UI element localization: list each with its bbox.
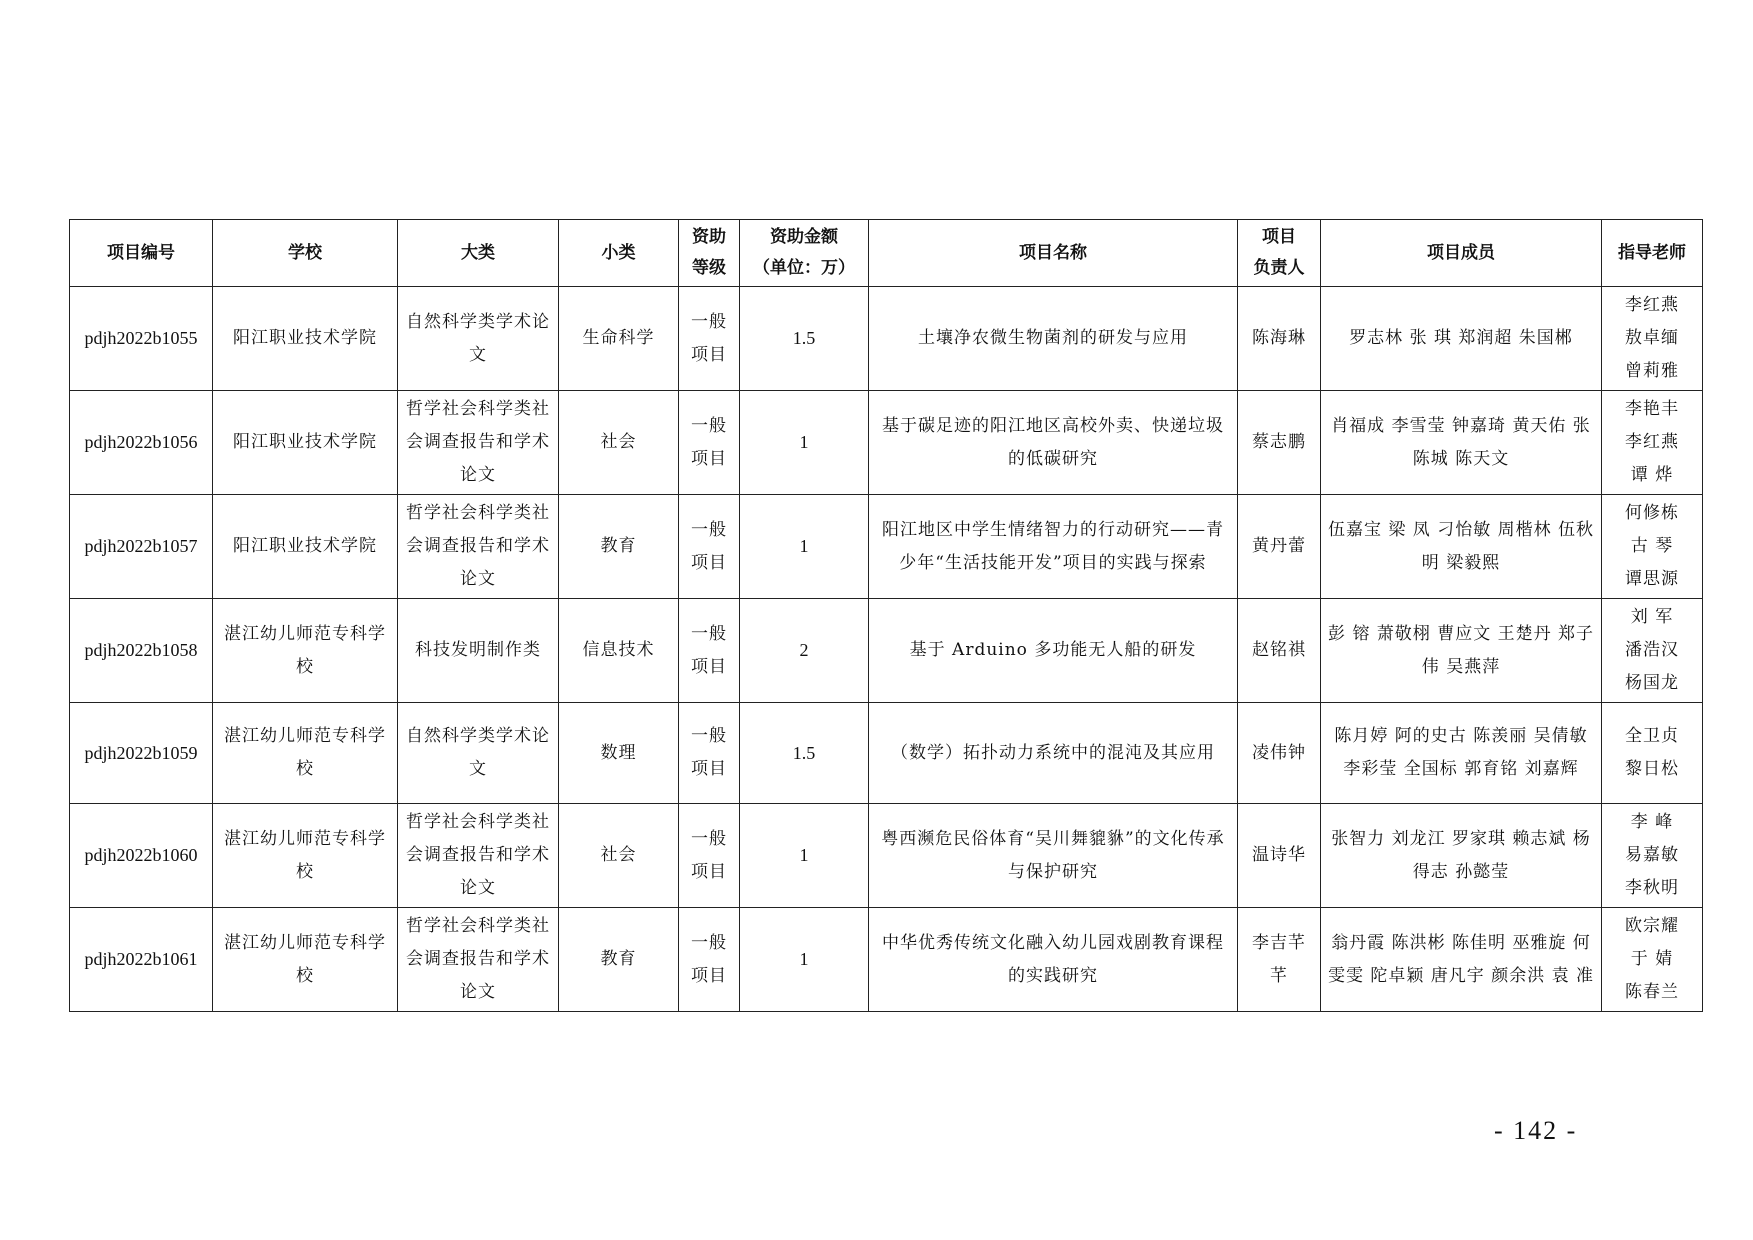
project-table-container	[69, 219, 1702, 1012]
cell-advisors	[1602, 495, 1703, 599]
cell-funding-amount: 2	[740, 599, 869, 703]
header-advisors: 指导老师	[1602, 220, 1703, 287]
advisor-name: 何修栋	[1625, 503, 1679, 523]
cell-funding-level: 一般项目	[679, 287, 740, 391]
cell-project-members: 彭 镕 萧敬栩 曹应文 王楚丹 郑子伟 吴燕萍	[1321, 599, 1602, 703]
cell-project-members: 张智力 刘龙江 罗家琪 赖志斌 杨得志 孙懿莹	[1321, 804, 1602, 908]
cell-major-category: 哲学社会科学类社会调查报告和学术论文	[398, 908, 559, 1012]
cell-project-leader: 凌伟钟	[1238, 703, 1321, 804]
table-row	[70, 495, 1703, 599]
cell-project-id: pdjh2022b1057	[70, 495, 213, 599]
cell-project-members: 伍嘉宝 梁 凤 刁怡敏 周楷林 伍秋明 梁毅熙	[1321, 495, 1602, 599]
cell-funding-level: 一般项目	[679, 599, 740, 703]
cell-project-members: 陈月婷 阿的史古 陈羡丽 吴倩敏 李彩莹 全国标 郭育铭 刘嘉辉	[1321, 703, 1602, 804]
advisor-name: 李 峰	[1630, 812, 1674, 832]
cell-funding-level: 一般项目	[679, 495, 740, 599]
table-row	[70, 703, 1703, 804]
cell-advisors	[1602, 908, 1703, 1012]
header-project-id: 项目编号	[70, 220, 213, 287]
cell-minor-category: 社会	[559, 391, 679, 495]
header-funding-level-line1: 资助	[692, 227, 726, 247]
advisor-name: 全卫贞	[1625, 726, 1679, 746]
cell-school: 阳江职业技术学院	[213, 495, 398, 599]
header-funding-level	[679, 220, 740, 287]
cell-advisors	[1602, 287, 1703, 391]
cell-project-id: pdjh2022b1055	[70, 287, 213, 391]
cell-major-category: 自然科学类学术论文	[398, 287, 559, 391]
cell-school: 湛江幼儿师范专科学校	[213, 804, 398, 908]
header-funding-level-line2: 等级	[692, 258, 726, 278]
cell-project-members: 罗志林 张 琪 郑润超 朱国郴	[1321, 287, 1602, 391]
table-row	[70, 908, 1703, 1012]
cell-project-name: 中华优秀传统文化融入幼儿园戏剧教育课程的实践研究	[869, 908, 1238, 1012]
cell-project-leader: 黄丹蕾	[1238, 495, 1321, 599]
advisor-name: 陈春兰	[1625, 982, 1679, 1002]
cell-minor-category: 数理	[559, 703, 679, 804]
header-minor-category: 小类	[559, 220, 679, 287]
header-project-name: 项目名称	[869, 220, 1238, 287]
advisor-name: 杨国龙	[1625, 673, 1679, 693]
cell-major-category: 哲学社会科学类社会调查报告和学术论文	[398, 495, 559, 599]
header-school: 学校	[213, 220, 398, 287]
cell-funding-level: 一般项目	[679, 703, 740, 804]
cell-project-members: 肖福成 李雪莹 钟嘉琦 黄天佑 张陈城 陈天文	[1321, 391, 1602, 495]
advisor-name: 易嘉敏	[1625, 845, 1679, 865]
cell-advisors	[1602, 804, 1703, 908]
cell-minor-category: 教育	[559, 495, 679, 599]
cell-advisors	[1602, 703, 1703, 804]
cell-advisors	[1602, 391, 1703, 495]
cell-major-category: 哲学社会科学类社会调查报告和学术论文	[398, 391, 559, 495]
cell-project-name: 阳江地区中学生情绪智力的行动研究——青少年“生活技能开发”项目的实践与探索	[869, 495, 1238, 599]
advisor-name: 黎日松	[1625, 759, 1679, 779]
header-funding-amount	[740, 220, 869, 287]
cell-project-leader: 温诗华	[1238, 804, 1321, 908]
page-number: - 142 -	[1494, 1116, 1578, 1145]
advisor-name: 潘浩汉	[1625, 640, 1679, 660]
cell-project-name: 土壤净农微生物菌剂的研发与应用	[869, 287, 1238, 391]
cell-project-id: pdjh2022b1056	[70, 391, 213, 495]
cell-minor-category: 生命科学	[559, 287, 679, 391]
cell-funding-amount: 1	[740, 908, 869, 1012]
cell-project-leader: 李吉芊芊	[1238, 908, 1321, 1012]
cell-major-category: 科技发明制作类	[398, 599, 559, 703]
advisor-name: 李秋明	[1625, 878, 1679, 898]
cell-project-name: 基于碳足迹的阳江地区高校外卖、快递垃圾的低碳研究	[869, 391, 1238, 495]
cell-project-members: 翁丹霞 陈洪彬 陈佳明 巫雅旋 何雯雯 陀卓颖 唐凡宇 颜余洪 袁 准	[1321, 908, 1602, 1012]
table-row	[70, 599, 1703, 703]
cell-major-category: 自然科学类学术论文	[398, 703, 559, 804]
cell-funding-amount: 1.5	[740, 287, 869, 391]
advisor-name: 谭 烨	[1630, 465, 1674, 485]
cell-funding-amount: 1	[740, 495, 869, 599]
table-row	[70, 287, 1703, 391]
cell-funding-level: 一般项目	[679, 908, 740, 1012]
cell-funding-amount: 1.5	[740, 703, 869, 804]
header-project-leader-line2: 负责人	[1253, 258, 1305, 278]
cell-funding-amount: 1	[740, 804, 869, 908]
cell-advisors	[1602, 599, 1703, 703]
cell-project-name: （数学）拓扑动力系统中的混沌及其应用	[869, 703, 1238, 804]
cell-project-name: 基于 Arduino 多功能无人船的研发	[869, 599, 1238, 703]
table-row	[70, 804, 1703, 908]
header-project-members: 项目成员	[1321, 220, 1602, 287]
cell-minor-category: 教育	[559, 908, 679, 1012]
cell-funding-level: 一般项目	[679, 804, 740, 908]
header-funding-amount-line2: （单位：万）	[753, 258, 855, 278]
cell-school: 湛江幼儿师范专科学校	[213, 908, 398, 1012]
advisor-name: 欧宗耀	[1625, 916, 1679, 936]
cell-funding-amount: 1	[740, 391, 869, 495]
cell-project-id: pdjh2022b1059	[70, 703, 213, 804]
header-project-leader-line1: 项目	[1262, 227, 1296, 247]
cell-major-category: 哲学社会科学类社会调查报告和学术论文	[398, 804, 559, 908]
advisor-name: 曾莉雅	[1625, 361, 1679, 381]
advisor-name: 刘 军	[1630, 607, 1674, 627]
advisor-name: 谭思源	[1625, 569, 1679, 589]
cell-school: 湛江幼儿师范专科学校	[213, 703, 398, 804]
cell-project-leader: 蔡志鹏	[1238, 391, 1321, 495]
advisor-name: 李红燕	[1625, 432, 1679, 452]
cell-project-id: pdjh2022b1058	[70, 599, 213, 703]
cell-project-name: 粤西濒危民俗体育“吴川舞貔貅”的文化传承与保护研究	[869, 804, 1238, 908]
cell-minor-category: 社会	[559, 804, 679, 908]
advisor-name: 敖卓缅	[1625, 328, 1679, 348]
advisor-name: 李红燕	[1625, 295, 1679, 315]
table-row	[70, 391, 1703, 495]
cell-project-id: pdjh2022b1060	[70, 804, 213, 908]
advisor-name: 古 琴	[1630, 536, 1674, 556]
advisor-name: 于 婧	[1630, 949, 1674, 969]
cell-school: 湛江幼儿师范专科学校	[213, 599, 398, 703]
cell-project-leader: 陈海琳	[1238, 287, 1321, 391]
header-funding-amount-line1: 资助金额	[770, 227, 838, 247]
project-table	[69, 219, 1703, 1012]
header-project-leader	[1238, 220, 1321, 287]
cell-project-id: pdjh2022b1061	[70, 908, 213, 1012]
header-major-category: 大类	[398, 220, 559, 287]
cell-school: 阳江职业技术学院	[213, 391, 398, 495]
cell-school: 阳江职业技术学院	[213, 287, 398, 391]
cell-minor-category: 信息技术	[559, 599, 679, 703]
cell-project-leader: 赵铭祺	[1238, 599, 1321, 703]
advisor-name: 李艳丰	[1625, 399, 1679, 419]
header-row	[70, 220, 1703, 287]
cell-funding-level: 一般项目	[679, 391, 740, 495]
table-body	[70, 287, 1703, 1012]
